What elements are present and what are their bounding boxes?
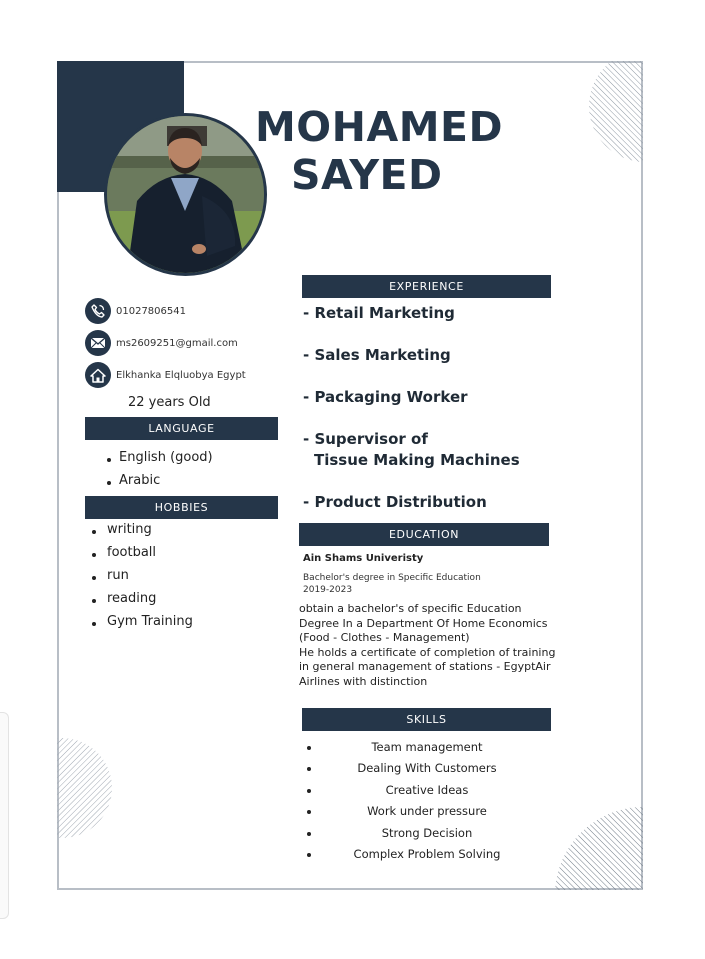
language-item: Arabic: [107, 473, 213, 496]
experience-item: - Product Distribution: [303, 493, 487, 511]
hobbies-heading: HOBBIES: [85, 496, 278, 519]
education-description-line: Airlines with distinction: [299, 674, 428, 688]
experience-item: - Packaging Worker: [303, 388, 468, 406]
experience-item: - Retail Marketing: [303, 304, 455, 322]
language-item: English (good): [107, 450, 213, 473]
education-university: Ain Shams Univeristy: [303, 553, 424, 564]
home-address: Elkhanka Elqluobya Egypt: [116, 369, 246, 381]
skill-item: Complex Problem Solving: [303, 844, 551, 865]
contact-phone-row: [85, 298, 186, 324]
contact-email-row: [85, 330, 238, 356]
phone-number: 01027806541: [116, 305, 186, 317]
experience-item: - Sales Marketing: [303, 346, 451, 364]
email-address: ms2609251@gmail.com: [116, 337, 238, 349]
age-text: 22 years Old: [128, 395, 211, 410]
experience-item-continued: Tissue Making Machines: [314, 451, 520, 469]
full-name: [255, 103, 503, 199]
education-description-line: He holds a certificate of completion of training: [299, 645, 556, 659]
page-edge: [0, 712, 9, 919]
experience-item: - Supervisor of: [303, 430, 428, 448]
hobbies-list: [92, 522, 193, 637]
hobby-item: writing: [92, 522, 193, 545]
experience-heading: EXPERIENCE: [302, 275, 551, 298]
phone-icon: [85, 298, 111, 324]
hobby-item: Gym Training: [92, 614, 193, 637]
education-degree: Bachelor's degree in Specific Education: [303, 573, 481, 583]
education-heading: EDUCATION: [299, 523, 549, 546]
education-description-line: Degree In a Department Of Home Economics: [299, 616, 548, 630]
language-list: [107, 450, 213, 496]
hatch-circle-top-right: [583, 61, 643, 176]
home-icon: [85, 362, 111, 388]
hatch-circle-bottom-left: [57, 738, 117, 838]
skill-item: Team management: [303, 737, 551, 758]
hobby-item: football: [92, 545, 193, 568]
contact-address-row: [85, 362, 246, 388]
education-description: [299, 602, 554, 690]
envelope-icon: [85, 330, 111, 356]
skill-item: Strong Decision: [303, 823, 551, 844]
hobby-item: reading: [92, 591, 193, 614]
education-description-line: in general management of stations - EgyptAir: [299, 660, 551, 674]
first-name: MOHAMED: [255, 103, 504, 151]
education-description-line: (Food - Clothes - Management): [299, 631, 470, 645]
profile-photo: [104, 113, 267, 276]
education-degree-block: [303, 572, 481, 596]
experience-list: [303, 303, 520, 513]
language-heading: LANGUAGE: [85, 417, 278, 440]
education-years: 2019-2023: [303, 585, 353, 595]
skills-list: [303, 737, 551, 865]
hobby-item: run: [92, 568, 193, 591]
skill-item: Dealing With Customers: [303, 758, 551, 779]
education-description-line: obtain a bachelor's of specific Education: [299, 602, 522, 615]
skill-item: Creative Ideas: [303, 780, 551, 801]
last-name: SAYED: [291, 151, 443, 199]
skill-item: Work under pressure: [303, 801, 551, 822]
skills-heading: SKILLS: [302, 708, 551, 731]
